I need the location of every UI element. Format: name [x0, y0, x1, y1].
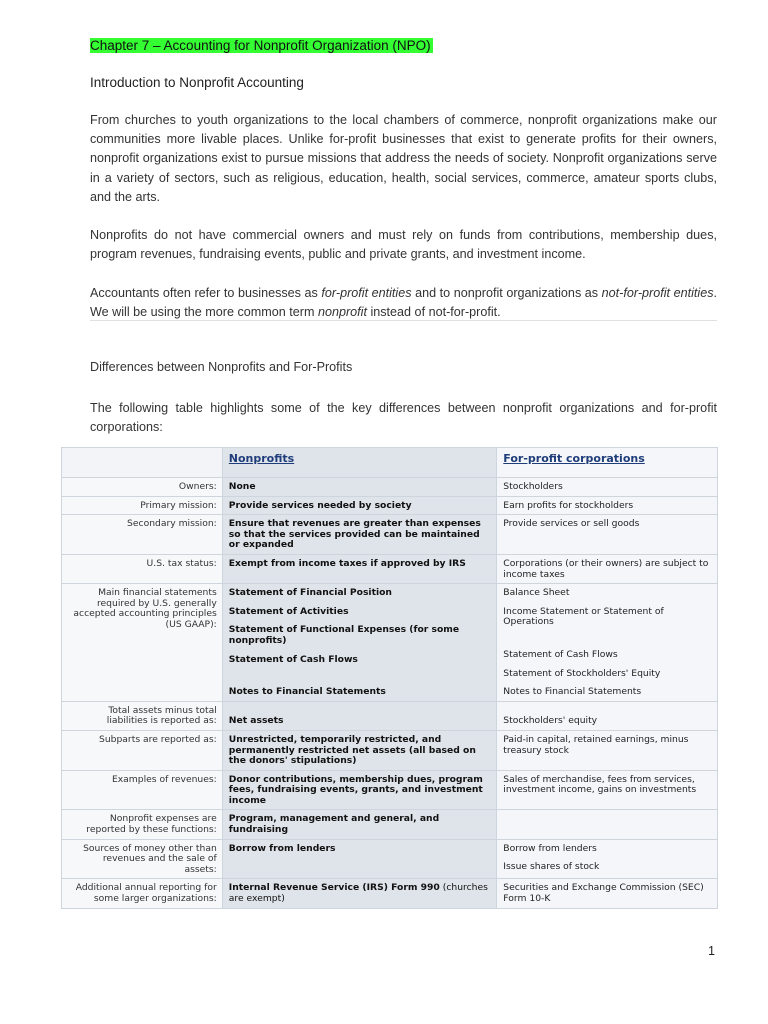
paragraph-2: Nonprofits do not have commercial owners and must rely on funds from contributions, membership dues, program revenues, fundraising events, public and private grants, and investment income. — [90, 228, 717, 262]
forprofit-primary-mission: Earn profits for stockholders — [497, 496, 718, 515]
forprofit-secondary-mission: Provide services or sell goods — [497, 515, 718, 555]
table-row — [62, 478, 718, 497]
nonprofit-financial-statements — [222, 584, 497, 702]
statement-item: Balance Sheet — [503, 587, 570, 599]
table-row — [62, 810, 718, 839]
statement-item: Statement of Cash Flows — [228, 653, 358, 665]
source-item: Borrow from lenders — [503, 842, 597, 854]
comparison-table — [61, 447, 718, 909]
forprofit-net-assets: Stockholders' equity — [497, 701, 718, 730]
nonprofit-subparts: Unrestricted, temporarily restricted, and permanently restricted net assets (all based on the donors' stipulations) — [222, 730, 497, 770]
nonprofit-sources-of-money: Borrow from lenders — [222, 839, 497, 879]
nonprofit-net-assets: Net assets — [222, 701, 497, 730]
paragraph-4: The following table highlights some of the key differences between nonprofit organizations and for-profit corporations: — [90, 401, 717, 435]
statement-item: Notes to Financial Statements — [228, 686, 386, 698]
forprofit-revenues: Sales of merchandise, fees from services, investment income, gains on investments — [497, 770, 718, 810]
table-row — [62, 554, 718, 583]
forprofit-tax-status: Corporations (or their owners) are subject to income taxes — [497, 554, 718, 583]
table-row — [62, 770, 718, 810]
row-label-financial-statements: Main financial statements required by U.S. generally accepted accounting principles (US GAAP): — [62, 584, 223, 702]
nonprofit-annual-reporting: Internal Revenue Service (IRS) Form 990 (churches are exempt) — [222, 879, 497, 908]
col-header-nonprofits: Nonprofits — [222, 448, 497, 478]
row-label-secondary-mission: Secondary mission: — [62, 515, 223, 555]
section-subheading: Differences between Nonprofits and For-Profits — [90, 360, 353, 374]
source-item: Issue shares of stock — [503, 861, 600, 873]
nonprofit-expense-functions: Program, management and general, and fundraising — [222, 810, 497, 839]
statement-item: Statement of Functional Expenses (for some nonprofits) — [228, 624, 460, 646]
forprofit-subparts: Paid-in capital, retained earnings, minus treasury stock — [497, 730, 718, 770]
row-label-annual-reporting: Additional annual reporting for some larger organizations: — [62, 879, 223, 908]
statement-item: Statement of Activities — [228, 605, 349, 617]
paragraph-3: Accountants often refer to businesses as for-profit entities and to nonprofit organizations as not-for-profit entities. We will be using the more common term nonprofit instead of not-for-profit. — [90, 286, 717, 320]
forprofit-expense-functions — [497, 810, 718, 839]
nonprofit-tax-status: Exempt from income taxes if approved by IRS — [222, 554, 497, 583]
row-label-tax-status: U.S. tax status: — [62, 554, 223, 583]
row-label-sources-of-money: Sources of money other than revenues and the sale of assets: — [62, 839, 223, 879]
intro-heading: Introduction to Nonprofit Accounting — [90, 75, 304, 90]
table-row — [62, 839, 718, 879]
forprofit-sources-of-money — [497, 839, 718, 879]
forprofit-owners: Stockholders — [497, 478, 718, 497]
nonprofit-owners: None — [222, 478, 497, 497]
table-header-row — [62, 448, 718, 478]
table-row — [62, 584, 718, 702]
nonprofit-secondary-mission: Ensure that revenues are greater than expenses so that the services provided can be maintained or expanded — [222, 515, 497, 555]
row-label-revenues: Examples of revenues: — [62, 770, 223, 810]
table-row — [62, 496, 718, 515]
statement-item: Statement of Financial Position — [228, 587, 392, 599]
statement-item: Statement of Cash Flows — [503, 648, 618, 660]
row-label-primary-mission: Primary mission: — [62, 496, 223, 515]
divider — [90, 320, 717, 321]
row-label-expense-functions: Nonprofit expenses are reported by these functions: — [62, 810, 223, 839]
row-label-owners: Owners: — [62, 478, 223, 497]
forprofit-annual-reporting: Securities and Exchange Commission (SEC) Form 10-K — [497, 879, 718, 908]
row-label-subparts: Subparts are reported as: — [62, 730, 223, 770]
nonprofit-revenues: Donor contributions, membership dues, program fees, fundraising events, grants, and investment income — [222, 770, 497, 810]
row-label-net-assets: Total assets minus total liabilities is reported as: — [62, 701, 223, 730]
col-header-forprofit: For-profit corporations — [497, 448, 718, 478]
table-row — [62, 515, 718, 555]
statement-item: Notes to Financial Statements — [503, 686, 642, 698]
statement-item: Income Statement or Statement of Operations — [503, 605, 664, 628]
table-row — [62, 730, 718, 770]
table-row — [62, 879, 718, 908]
page-number: 1 — [708, 944, 716, 958]
paragraph-1: From churches to youth organizations to the local chambers of commerce, nonprofit organizations make our communities more livable places. Unlike for-profit businesses that exist to generate profits for their owners, nonprofit organizations exist to pursue missions that address the needs of society. Nonprofit organizations serve in a variety of sectors, such as religious, education, health, social services, commerce, amateur sports clubs, and the arts. — [90, 113, 717, 204]
table-row — [62, 701, 718, 730]
table-corner-cell — [62, 448, 223, 478]
chapter-title: Chapter 7 – Accounting for Nonprofit Organization (NPO) — [90, 38, 431, 53]
forprofit-financial-statements — [497, 584, 718, 702]
nonprofit-primary-mission: Provide services needed by society — [222, 496, 497, 515]
statement-item: Statement of Stockholders' Equity — [503, 667, 661, 679]
